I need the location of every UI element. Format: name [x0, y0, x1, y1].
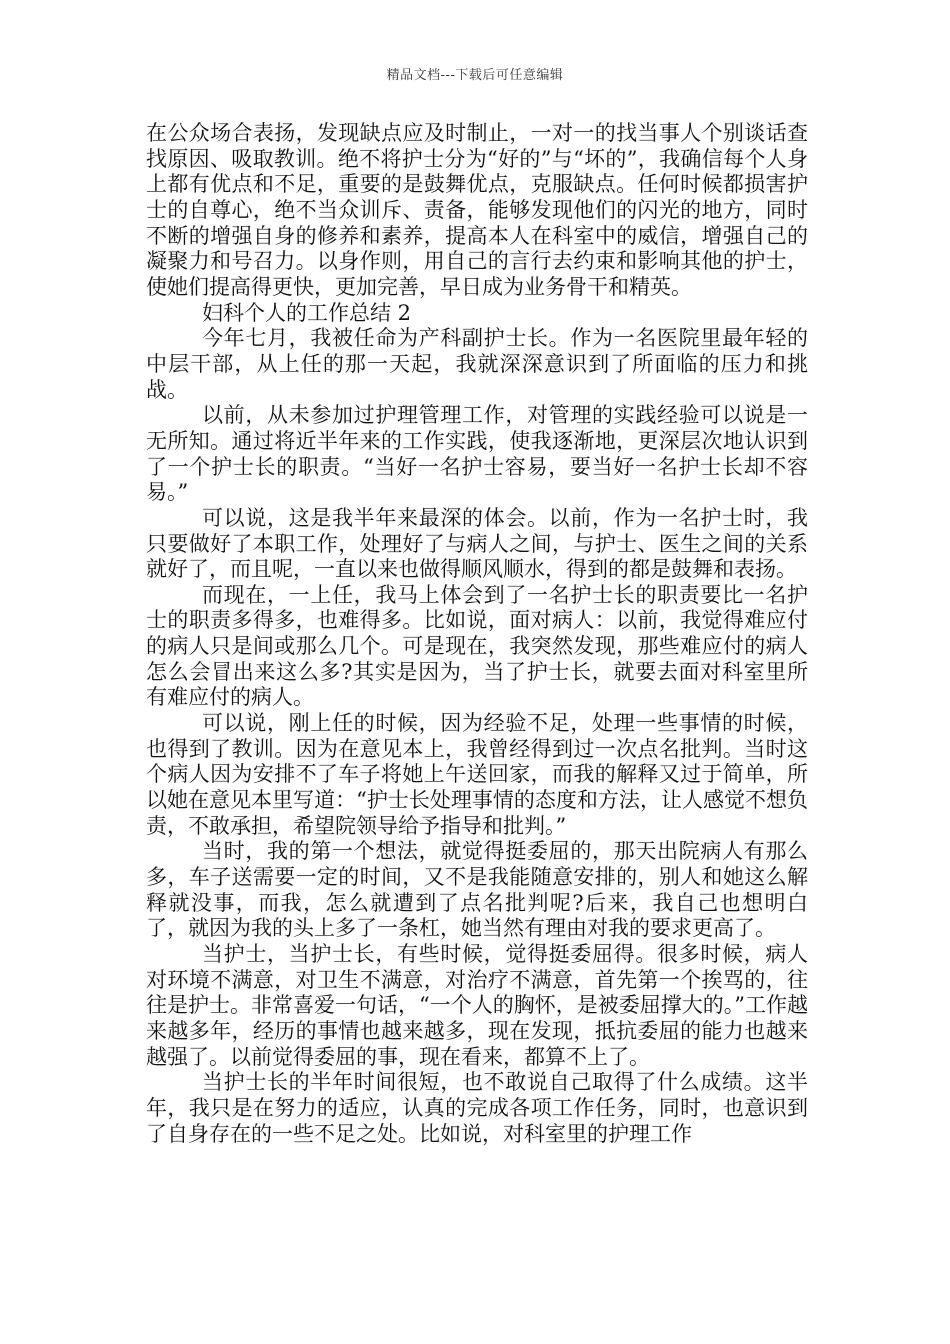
- paragraph: 当时，我的第一个想法，就觉得挺委屈的，那天出院病人有那么多，车子送需要一定的时间，又不是我能随意安排的，别人和她这么解释就没事，而我，怎么就遭到了点名批判呢?后来，我自己也想明白了，就因为我的头上多了一条杠，她当然有理由对我的要求更高了。: [146, 839, 808, 941]
- paragraph: 以前，从未参加过护理管理工作，对管理的实践经验可以说是一无所知。通过将近半年来的工作实践，使我逐渐地，更深层次地认识到了一个护士长的职责。“当好一名护士容易，要当好一名护士长却不容易。”: [146, 403, 808, 505]
- paragraph: 而现在，一上任，我马上体会到了一名护士长的职责要比一名护士的职责多得多，也难得多。比如说，面对病人：以前，我觉得难应付的病人只是间或那么几个。可是现在，我突然发现，那些难应付的病人怎么会冒出来这么多?其实是因为，当了护士长，就要去面对科室里所有难应付的病人。: [146, 582, 808, 710]
- paragraph: 当护士长的半年时间很短，也不敢说自己取得了什么成绩。这半年，我只是在努力的适应，认真的完成各项工作任务，同时，也意识到了自身存在的一些不足之处。比如说，对科室里的护理工作: [146, 1070, 808, 1146]
- section-title: 妇科个人的工作总结 2: [202, 300, 412, 325]
- paragraph: 今年七月，我被任命为产科副护士长。作为一名医院里最年轻的中层干部，从上任的那一天起，我就深深意识到了所面临的压力和挑战。: [146, 326, 808, 402]
- paragraph: 可以说，刚上任的时候，因为经验不足，处理一些事情的时候，也得到了教训。因为在意见本上，我曾经得到过一次点名批判。当时这个病人因为安排不了车子将她上午送回家，而我的解释又过于简单，所以她在意见本里写道：“护士长处理事情的态度和方法，让人感觉不想负责，不敢承担，希望院领导给予指导和批判。”: [146, 711, 808, 838]
- page-header: 精品文档---下载后可任意编辑: [386, 68, 564, 83]
- paragraph: 当护士，当护士长，有些时候，觉得挺委屈得。很多时候，病人对环境不满意，对卫生不满意，对治疗不满意，首先第一个挨骂的，往往是护士。非常喜爱一句话，“一个人的胸怀，是被委屈撑大的。”工作越来越多年，经历的事情也越来越多，现在发现，抵抗委屈的能力也越来越强了。以前觉得委屈的事，现在看来，都算不上了。: [146, 942, 808, 1069]
- document-body: [146, 121, 808, 1147]
- paragraph-continued: 在公众场合表扬，发现缺点应及时制止，一对一的找当事人个别谈话查找原因、吸取教训。绝不将护士分为“好的”与“坏的”，我确信每个人身上都有优点和不足，重要的是鼓舞优点，克服缺点。任何时候都损害护士的自尊心，绝不当众训斥、责备，能够发现他们的闪光的地方，同时不断的增强自身的修养和素养，提高本人在科室中的威信，增强自己的凝聚力和号召力。以身作则，用自己的言行去约束和影响其他的护士，使她们提高得更快，更加完善，早日成为业务骨干和精英。: [146, 121, 808, 299]
- paragraph: 可以说，这是我半年来最深的体会。以前，作为一名护士时，我只要做好了本职工作，处理好了与病人之间，与护士、医生之间的关系就好了，而且呢，一直以来也做得顺风顺水，得到的都是鼓舞和表扬。: [146, 505, 808, 582]
